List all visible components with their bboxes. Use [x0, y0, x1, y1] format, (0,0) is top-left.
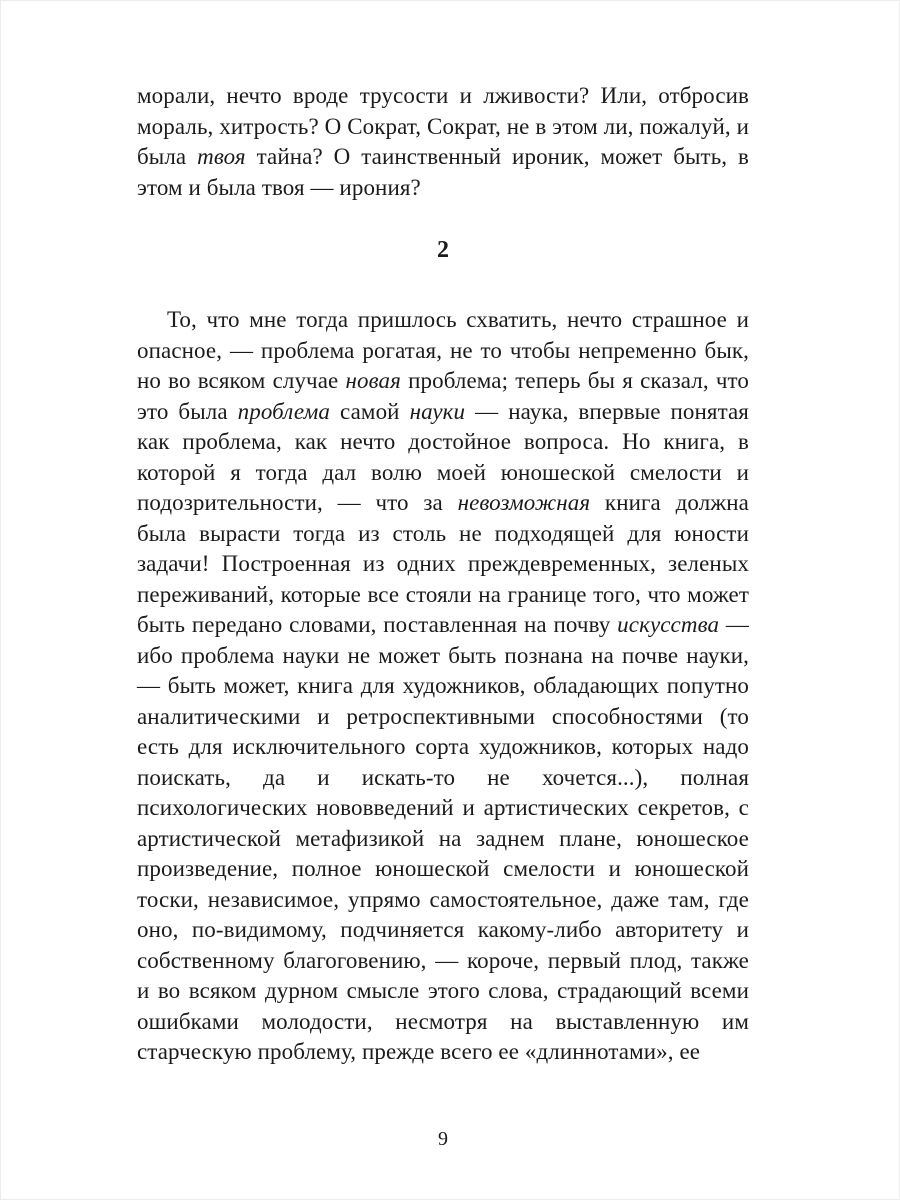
text-segment: морали, нечто вроде трусости и лживости? Или, отбросив мораль, хитрость? О Сократ, Сократ, не в этом ли, пожалуй, и была: [137, 83, 749, 169]
text-segment: — ибо проблема науки не может быть познана на почве науки, — быть может, книга для художников, обладающих попутно аналитическими и ретроспективными способностями (то есть для исключительного сорта художников, которых надо поискать, да и искать-то не хочется...), полная психологических нововведений и артистических секретов, с артистической метафизикой на заднем плане, юношеское произведение, полное юношеской смелости и юношеской тоски, независимое, упрямо самостоятельное, даже там, где оно, по-видимому, подчиняется какому-либо авторитету и собственному благоговению, — короче, первый плод, также и во всяком дурном смысле этого слова, страдающий всеми ошибками молодости, несмотря на выставленную им старческую проблему, прежде всего ее «длиннотами», ее: [137, 612, 749, 1064]
text-segment-italic: твоя: [197, 144, 246, 169]
paragraph-main: [137, 305, 749, 1068]
text-segment: книга должна была вырасти тогда из столь не подходящей для юности задачи! Построенная из одних преждевременных, зеленых переживаний, которые все стояли на границе того, что может быть передано словами, поставленная на почву: [137, 490, 749, 637]
page-number: 9: [438, 1128, 448, 1150]
text-column: [137, 1, 749, 1068]
text-segment: проблема; теперь бы я сказал, что это была: [137, 368, 749, 424]
text-segment: тайна? О таинственный ироник, может быть, в этом и была твоя — ирония?: [137, 144, 749, 200]
text-segment-italic: новая: [345, 368, 401, 393]
text-segment: То, что мне тогда пришлось схватить, нечто страшное и опасное, — проблема рогатая, не то чтобы непременно бык, но во всяком случае: [137, 307, 749, 393]
section-number-heading: 2: [437, 237, 449, 263]
text-segment: самой: [330, 398, 410, 424]
paragraph-continuation: [137, 81, 749, 203]
text-segment-italic: проблема: [237, 398, 331, 424]
text-segment-italic: искусства: [617, 612, 720, 637]
text-segment-italic: невозможная: [457, 490, 591, 515]
text-segment-italic: науки: [409, 398, 466, 424]
text-segment: — наука, впервые понятая как проблема, как нечто достойное вопроса. Но книга, в которой я тогда дал волю моей юношеской смелости и подозрительности, — что за: [137, 398, 749, 515]
